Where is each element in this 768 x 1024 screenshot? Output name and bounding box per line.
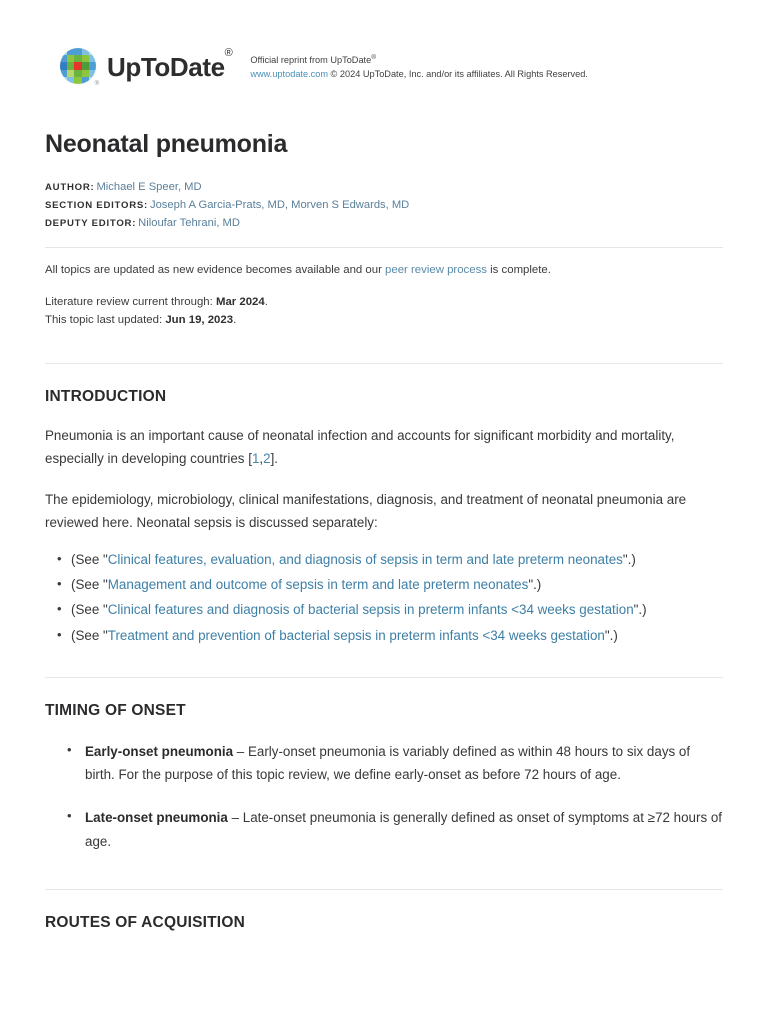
- section-heading-introduction: INTRODUCTION: [45, 388, 167, 406]
- introduction-divider: [45, 363, 723, 364]
- see-prefix: (See ": [71, 627, 108, 643]
- uptodate-globe-logo-icon: [60, 48, 98, 86]
- globe-tile: [67, 70, 74, 77]
- deputy-editor-names: [138, 217, 240, 229]
- see-suffix: ".): [604, 627, 618, 643]
- globe-grid: [60, 48, 96, 84]
- update-notice-prefix: All topics are updated as new evidence becomes available and our: [45, 264, 386, 277]
- see-suffix: ".): [528, 577, 542, 593]
- globe-tile: [67, 48, 74, 55]
- globe-tile: [74, 55, 81, 62]
- logo-registered-mark: ®: [94, 81, 99, 87]
- literature-review-line: [45, 294, 723, 312]
- section-introduction: [0, 388, 768, 646]
- intro-p1-suffix: ].: [270, 451, 279, 467]
- term-early-onset: Early-onset pneumonia: [85, 743, 234, 759]
- globe-tile: [89, 48, 96, 55]
- brand-wordmark: [107, 47, 233, 82]
- list-item: [45, 573, 723, 596]
- author-line: [45, 178, 723, 196]
- globe-tile: [60, 48, 67, 55]
- globe-tile: [60, 70, 67, 77]
- see-prefix: (See ": [71, 552, 108, 568]
- globe-tile: [82, 55, 89, 62]
- reprint-trademark: ®: [371, 54, 377, 62]
- globe-tile: [60, 55, 67, 62]
- see-topic-link[interactable]: Management and outcome of sepsis in term and late preterm neonates: [107, 577, 529, 593]
- term-late-onset: Late-onset pneumonia: [85, 810, 228, 826]
- byline-block: [45, 178, 723, 232]
- brand-name: UpToDate: [107, 52, 225, 82]
- citation-group: [252, 451, 271, 466]
- update-notice-suffix: is complete.: [486, 264, 551, 277]
- see-suffix: ".): [622, 552, 636, 568]
- last-updated-value: Jun 19, 2023: [165, 313, 234, 326]
- globe-tile: [67, 62, 74, 69]
- reprint-prefix-text: Official reprint from UpToDate: [250, 55, 372, 66]
- globe-tile: [89, 70, 96, 77]
- list-item: [45, 624, 723, 647]
- deputy-editor-line: [45, 214, 723, 232]
- see-prefix: (See ": [71, 577, 108, 593]
- list-item: [45, 806, 723, 853]
- uptodate-url-link[interactable]: www.uptodate.com: [250, 69, 328, 80]
- routes-of-acquisition-divider: [45, 889, 723, 890]
- definition-late-onset: – Late-onset pneumonia is generally defined as onset of symptoms at ≥72 hours of age.: [85, 810, 723, 849]
- globe-tile: [74, 70, 81, 77]
- section-heading-routes-of-acquisition: ROUTES OF ACQUISITION: [45, 914, 245, 932]
- see-prefix: (See ": [71, 602, 108, 618]
- section-timing-of-onset: [0, 702, 768, 854]
- globe-tile: [74, 77, 81, 84]
- citation-separator: ,: [259, 451, 264, 467]
- list-item: [45, 598, 723, 621]
- literature-review-label: Literature review current through:: [45, 295, 216, 308]
- globe-tile: [82, 48, 89, 55]
- see-suffix: ".): [633, 602, 647, 618]
- topic-header-block: [0, 130, 768, 329]
- deputy-editor-label: DEPUTY EDITOR:: [45, 218, 137, 230]
- globe-tile: [82, 70, 89, 77]
- reprint-line-1: [250, 54, 588, 67]
- last-updated-label: This topic last updated:: [45, 313, 166, 326]
- globe-tile: [89, 55, 96, 62]
- byline-divider: [45, 247, 723, 248]
- globe-tile: [67, 77, 74, 84]
- section-editors-link[interactable]: Joseph A Garcia-Prats, MD, Morven S Edwards, MD: [149, 198, 410, 211]
- page-title: Neonatal pneumonia: [45, 130, 288, 158]
- update-notice: [45, 262, 723, 280]
- author-link[interactable]: Michael E Speer, MD: [96, 180, 202, 193]
- see-topic-link[interactable]: Treatment and prevention of bacterial sepsis in preterm infants <34 weeks gestation: [107, 627, 605, 643]
- globe-tile: [60, 62, 67, 69]
- intro-p1-text: Pneumonia is an important cause of neonatal infection and accounts for significant morbidity and mortality, especially in developing countries [: [45, 428, 675, 467]
- spacer: [0, 329, 768, 363]
- section-editors-line: [45, 196, 723, 214]
- author-names: [96, 181, 201, 193]
- spacer: [0, 853, 768, 889]
- citation-2-link[interactable]: 2: [263, 451, 271, 467]
- introduction-divider-wrap: [0, 363, 768, 364]
- topic-dates: [45, 294, 723, 329]
- section-editors-label: SECTION EDITORS:: [45, 199, 148, 211]
- see-topic-link[interactable]: Clinical features, evaluation, and diagnosis of sepsis in term and late preterm neonates: [107, 552, 623, 568]
- section-routes-of-acquisition: [0, 914, 768, 932]
- timing-of-onset-divider: [45, 677, 723, 678]
- globe-tile: [82, 77, 89, 84]
- globe-tile: [82, 62, 89, 69]
- reprint-notice: [250, 53, 588, 80]
- author-label: AUTHOR:: [45, 181, 95, 193]
- literature-review-value: Mar 2024: [215, 295, 265, 308]
- globe-tile: [67, 55, 74, 62]
- routes-divider-wrap: [0, 889, 768, 890]
- introduction-paragraph-1: [45, 424, 723, 470]
- last-updated-period: .: [233, 313, 237, 326]
- definition-early-onset: – Early-onset pneumonia is variably defined as within 48 hours to six days of birth. For the purpose of this topic review, we define early-onset as before 72 hours of age.: [85, 743, 691, 783]
- see-also-list: [45, 548, 723, 646]
- deputy-editor-link[interactable]: Niloufar Tehrani, MD: [138, 217, 240, 230]
- section-heading-timing-of-onset: TIMING OF ONSET: [45, 701, 186, 719]
- globe-tile: [60, 77, 67, 84]
- globe-tile: [74, 62, 81, 69]
- literature-review-period: .: [264, 295, 268, 308]
- peer-review-process-link[interactable]: peer review process: [385, 264, 487, 277]
- spacer: [0, 647, 768, 677]
- copyright-text: © 2024 UpToDate, Inc. and/or its affiliates. All Rights Reserved.: [328, 69, 588, 80]
- last-updated-line: [45, 312, 723, 330]
- list-item: [45, 548, 723, 571]
- reprint-header: [0, 0, 768, 86]
- topic-meta-block: [45, 262, 723, 329]
- section-editors-names: [150, 199, 409, 211]
- globe-tile: [89, 62, 96, 69]
- list-item: [45, 740, 723, 787]
- globe-tile: [74, 48, 81, 55]
- timing-definition-list: [45, 740, 723, 854]
- timing-divider-wrap: [0, 677, 768, 678]
- reprint-line-2: [250, 68, 588, 81]
- citation-1-link[interactable]: 1: [251, 451, 260, 467]
- brand-trademark: ®: [224, 47, 233, 60]
- introduction-paragraph-2: The epidemiology, microbiology, clinical manifestations, diagnosis, and treatment of neonatal pneumonia are reviewed here. Neonatal sepsis is discussed separately:: [45, 492, 687, 531]
- see-topic-link[interactable]: Clinical features and diagnosis of bacterial sepsis in preterm infants <34 weeks gestation: [107, 602, 634, 618]
